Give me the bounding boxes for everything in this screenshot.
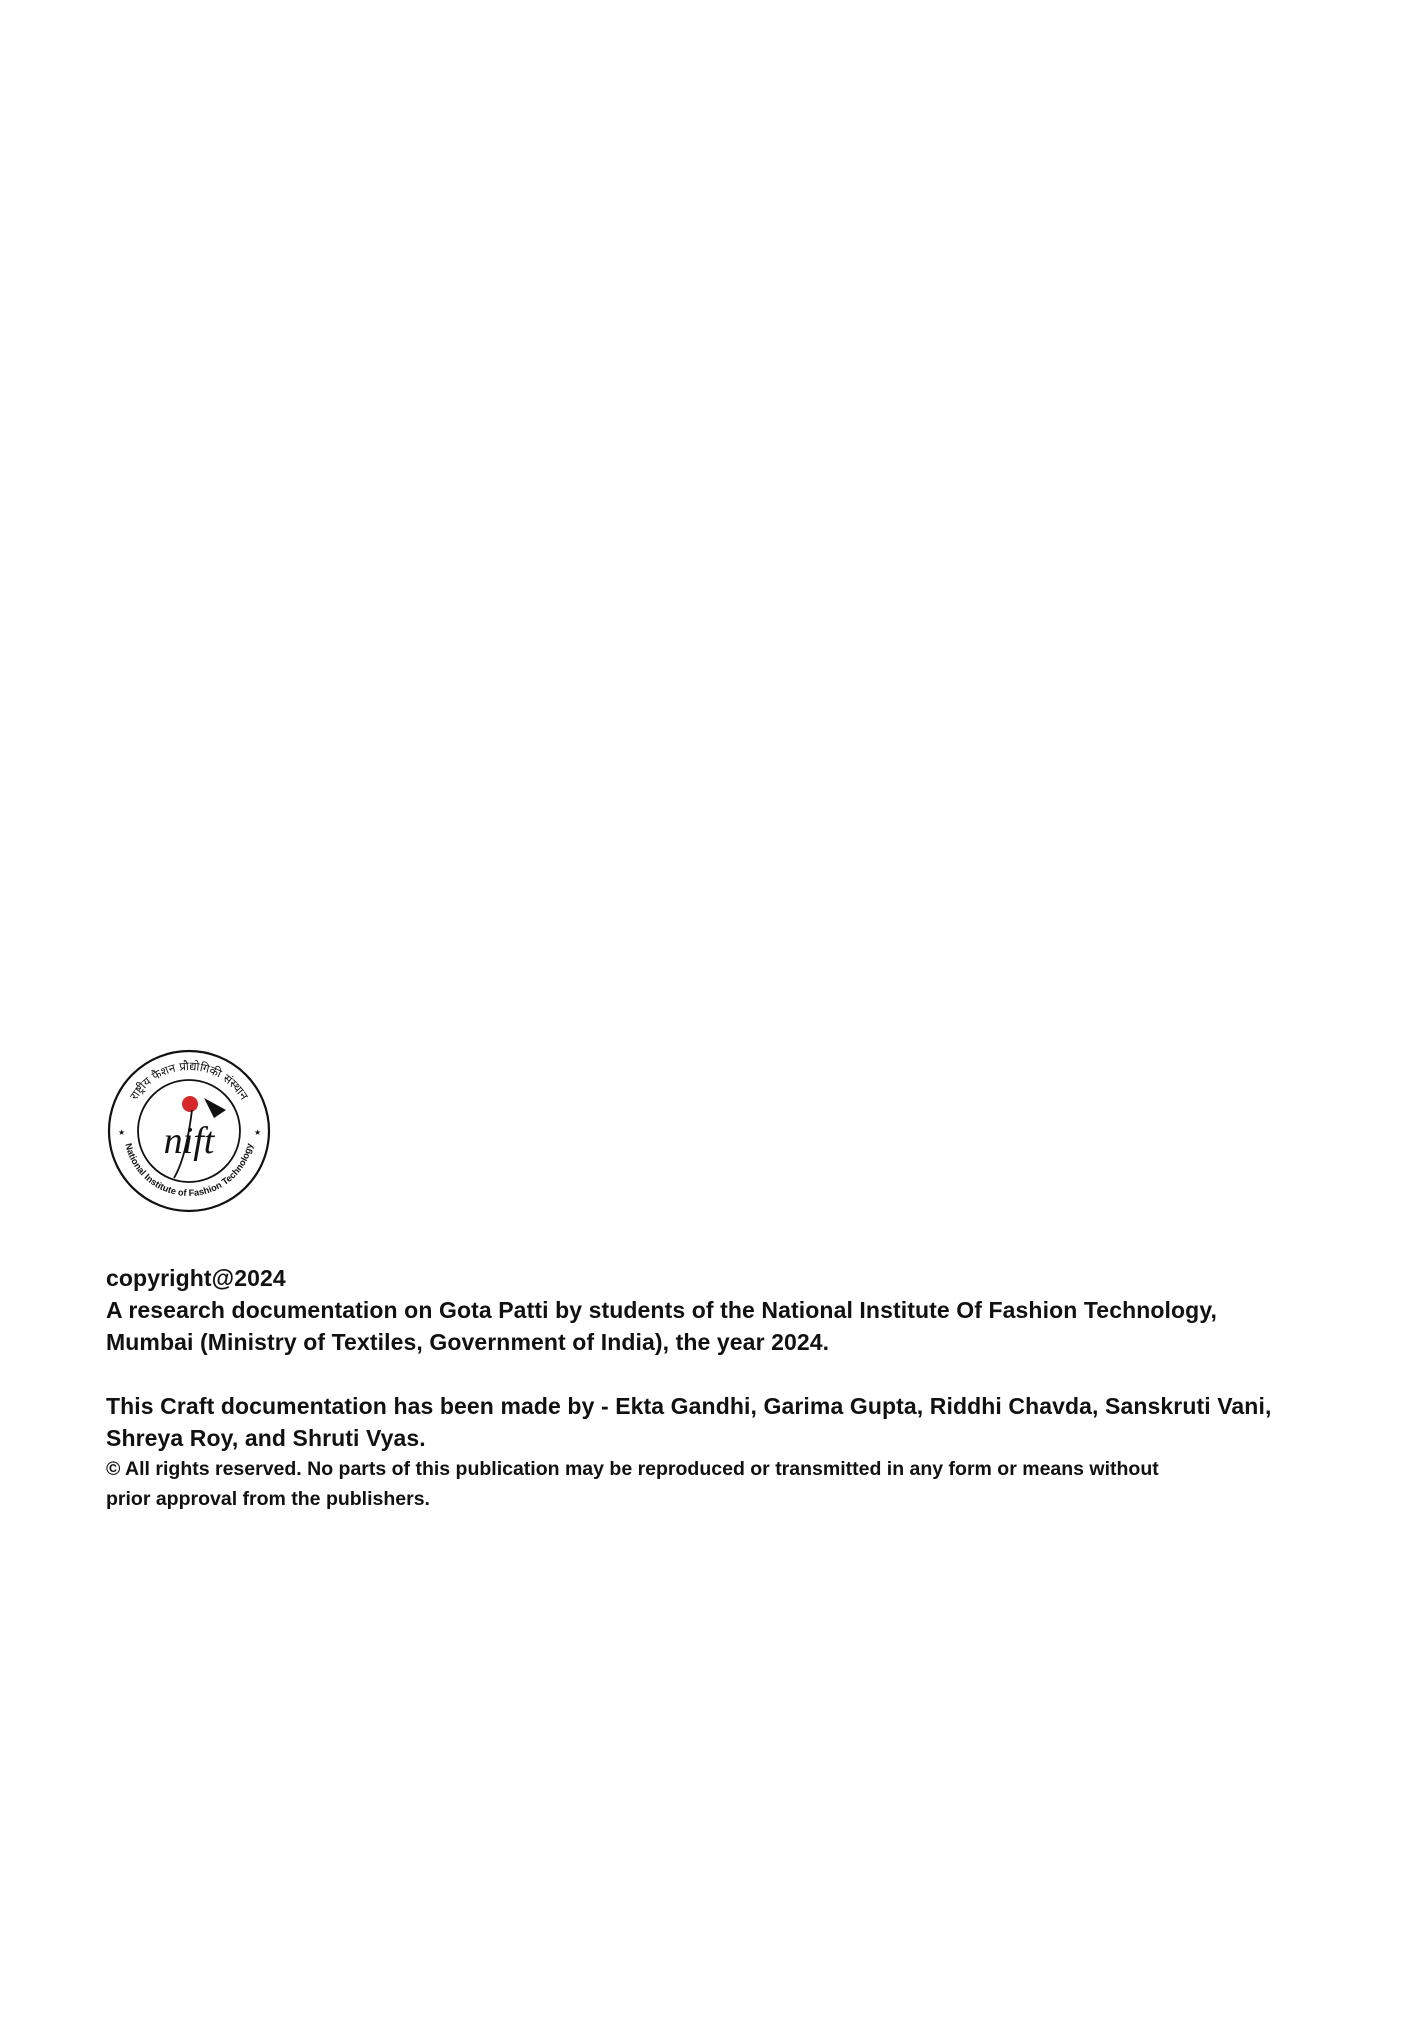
svg-text:★: ★ — [254, 1128, 262, 1137]
seal-red-dot — [182, 1096, 198, 1112]
nift-seal-icon — [106, 1048, 272, 1214]
seal-top-text: राष्ट्रीय फैशन प्रौद्योगिकी संस्थान — [126, 1058, 252, 1103]
svg-text:★: ★ — [118, 1128, 126, 1137]
seal-bottom-text: National Institute of Fashion Technology — [123, 1142, 255, 1199]
research-line-1: A research documentation on Gota Patti by students of the National Institute Of Fashion Technology, — [106, 1297, 1218, 1323]
nift-logo — [106, 1048, 272, 1214]
copyright-line: copyright@2024 — [106, 1265, 286, 1291]
credits-line-1: This Craft documentation has been made by - Ekta Gandhi, Garima Gupta, Riddhi Chavda, Sanskruti Vani, — [106, 1393, 1272, 1419]
copyright-text-block — [106, 1262, 1346, 1514]
seal-monogram: nift — [163, 1120, 215, 1162]
rights-line-2: prior approval from the publishers. — [106, 1488, 430, 1510]
paragraph-gap — [106, 1358, 1346, 1390]
credits-line-2: Shreya Roy, and Shruti Vyas. — [106, 1425, 426, 1451]
research-line-2: Mumbai (Ministry of Textiles, Government of India), the year 2024. — [106, 1329, 830, 1355]
rights-line-1: © All rights reserved. No parts of this publication may be reproduced or transmitted in any form or means without — [106, 1458, 1159, 1480]
